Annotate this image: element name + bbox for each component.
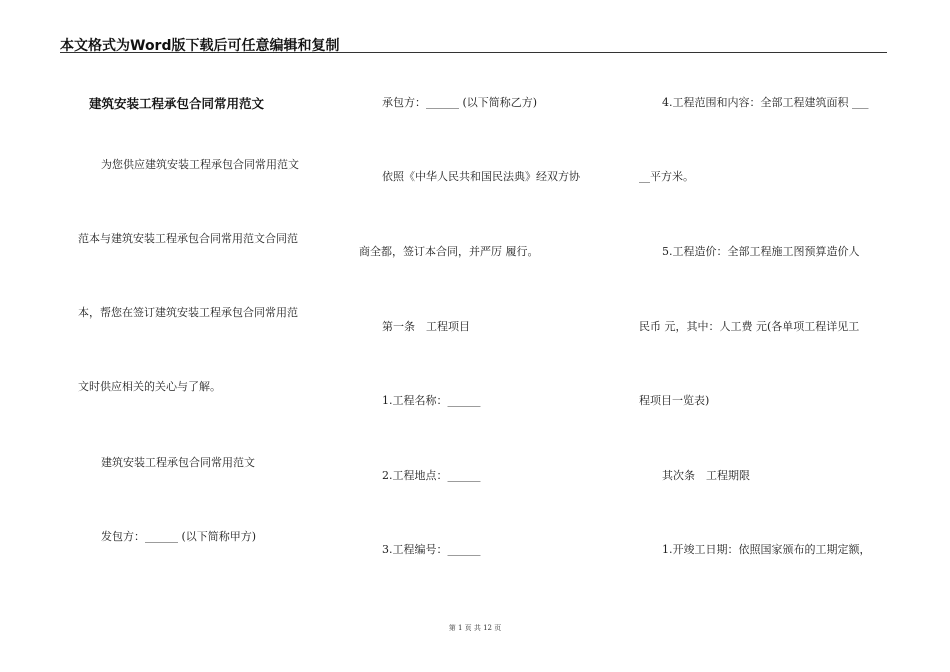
document-header-title: 本文格式为Word版下载后可任意编辑和复制	[60, 38, 340, 54]
project-location-line: 2.工程地点：______	[382, 469, 481, 482]
project-number-line: 3.工程编号：______	[382, 543, 481, 556]
document-title: 建筑安装工程承包合同常用范文	[89, 96, 265, 111]
paragraph-line: 民币 元，其中：人工费 元(各单项工程详见工	[639, 320, 860, 333]
paragraph-line: __平方米。	[639, 170, 694, 183]
paragraph-line: 商全都，签订本合同，并严厉 履行。	[359, 245, 539, 258]
article-heading: 第一条 工程项目	[382, 320, 470, 333]
project-cost-line: 5.工程造价：全部工程施工图预算造价人	[662, 245, 860, 258]
article-heading: 其次条 工程期限	[662, 469, 750, 482]
party-b-line: 承包方：______ (以下简称乙方)	[382, 96, 538, 109]
page-number: 第 1 页 共 12 页	[448, 624, 502, 632]
party-a-line: 发包方：______ (以下简称甲方)	[101, 530, 257, 543]
project-scope-line: 4.工程范围和内容：全部工程建筑面积 ___	[662, 96, 869, 109]
paragraph-line: 程项目一览表)	[639, 394, 710, 407]
start-date-line: 1.开竣工日期：依照国家颁布的工期定额，	[662, 543, 871, 556]
section-heading: 建筑安装工程承包合同常用范文	[101, 456, 255, 469]
paragraph-line: 依照《中华人民共和国民法典》经双方协	[382, 170, 580, 183]
paragraph-line: 为您供应建筑安装工程承包合同常用范文	[101, 158, 299, 171]
project-name-line: 1.工程名称：______	[382, 394, 481, 407]
paragraph-line: 文时供应相关的关心与了解。	[78, 380, 221, 393]
paragraph-line: 范本与建筑安装工程承包合同常用范文合同范	[78, 232, 298, 245]
header-divider	[60, 52, 887, 53]
paragraph-line: 本，帮您在签订建筑安装工程承包合同常用范	[78, 306, 298, 319]
